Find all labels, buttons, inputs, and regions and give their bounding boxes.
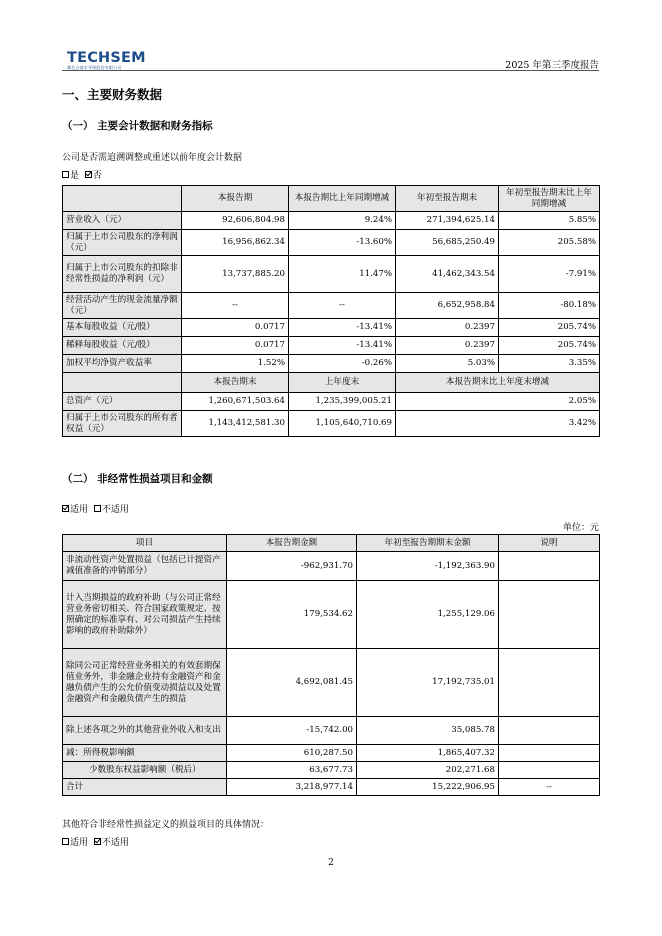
table-header: 本报告期比上年同期增减 xyxy=(289,186,396,212)
table-header xyxy=(63,373,182,393)
table-header: 本报告期 xyxy=(182,186,289,212)
table-row: 营业收入（元） 92,606,804.98 9.24% 271,394,625.14 5.85% xyxy=(63,212,600,230)
section-title: 一、主要财务数据 xyxy=(62,87,163,102)
logo-text: TECHSEM xyxy=(67,50,146,66)
header-divider xyxy=(62,70,599,71)
table-row: 经营活动产生的现金流量净额（元） -- -- 6,652,958.84 -80.18% xyxy=(63,293,600,319)
subsection-title-2: （二） 非经常性损益项目和金额 xyxy=(62,473,213,485)
table-row: 非流动性资产处置损益（包括已计提资产减值准备的冲销部分） -962,931.70 -1,192,363.90 xyxy=(63,552,600,581)
table-header: 年初至报告期末 xyxy=(396,186,499,212)
table-row: 归属于上市公司股东的扣除非经常性损益的净利润（元） 13,737,885.20 11.47% 41,462,343.54 -7.91% xyxy=(63,256,600,293)
apply-options: 适用 不适用 xyxy=(62,502,129,515)
checkbox-apply-2[interactable] xyxy=(62,838,69,845)
table-header: 年初至报告期期末金额 xyxy=(357,535,499,552)
checkbox-no[interactable] xyxy=(85,171,92,178)
table-row: 归属于上市公司股东的净利润（元） 16,956,862.34 -13.60% 56,685,250.49 205.58% xyxy=(63,230,600,256)
table-row: 稀释每股收益（元/股） 0.0717 -13.41% 0.2397 205.74% xyxy=(63,337,600,355)
company-logo xyxy=(67,51,146,70)
subsection-title-1: （一） 主要会计数据和财务指标 xyxy=(62,120,213,132)
table-row: 合计 3,218,977.14 15,222,906.95 -- xyxy=(63,779,600,796)
checkbox-not-apply[interactable] xyxy=(94,505,101,512)
page-number: 2 xyxy=(328,858,334,868)
checkbox-yes[interactable] xyxy=(62,171,69,178)
apply-options-2: 适用 不适用 xyxy=(62,835,129,848)
table-header: 说明 xyxy=(499,535,600,552)
table-row: 基本每股收益（元/股） 0.0717 -13.41% 0.2397 205.74% xyxy=(63,319,600,337)
table-row: 计入当期损益的政府补助（与公司正常经营业务密切相关、符合国家政策规定、按照确定的标准享有、对公司损益产生持续影响的政府补助除外） 179,534.62 1,255,129.06 xyxy=(63,581,600,649)
restatement-options: 是 否 xyxy=(62,168,102,181)
table-header xyxy=(63,186,182,212)
key-financial-table xyxy=(62,185,600,437)
table-header: 本报告期金额 xyxy=(227,535,357,552)
table-header: 上年度末 xyxy=(289,373,396,393)
other-items-text: 其他符合非经常性损益定义的损益项目的具体情况： xyxy=(62,820,270,830)
report-title: 2025 年第三季度报告 xyxy=(505,60,599,71)
non-recurring-table xyxy=(62,534,600,796)
table-row: 减：所得税影响额 610,287.50 1,865,407.32 xyxy=(63,745,600,762)
checkbox-not-apply-2[interactable] xyxy=(94,838,101,845)
unit-label: 单位：元 xyxy=(562,523,599,533)
table-row: 归属于上市公司股东的所有者权益（元） 1,143,412,581.30 1,105,640,710.69 3.42% xyxy=(63,411,600,437)
table-row: 除同公司正常经营业务相关的有效套期保值业务外，非金融企业持有金融资产和金融负债产生的公允价值变动损益以及处置金融资产和金融负债产生的损益 4,692,081.45 17,192,735.01 xyxy=(63,649,600,717)
table-row: 少数股东权益影响额（税后） 63,677.73 202,271.68 xyxy=(63,762,600,779)
table-row: 除上述各项之外的其他营业外收入和支出 -15,742.00 35,085.78 xyxy=(63,717,600,745)
table-row: 总资产（元） 1,260,671,503.64 1,235,399,005.21 2.05% xyxy=(63,393,600,411)
logo-subtext: 湖北台基半导体股份有限公司 xyxy=(67,65,122,70)
table-header: 本报告期末比上年度末增减 xyxy=(396,373,600,393)
table-header: 年初至报告期末比上年同期增减 xyxy=(499,186,600,212)
table-row: 加权平均净资产收益率 1.52% -0.26% 5.03% 3.35% xyxy=(63,355,600,373)
checkbox-apply[interactable] xyxy=(62,505,69,512)
restatement-question: 公司是否需追溯调整或重述以前年度会计数据 xyxy=(62,153,243,163)
table-header: 本报告期末 xyxy=(182,373,289,393)
table-header: 项目 xyxy=(63,535,227,552)
